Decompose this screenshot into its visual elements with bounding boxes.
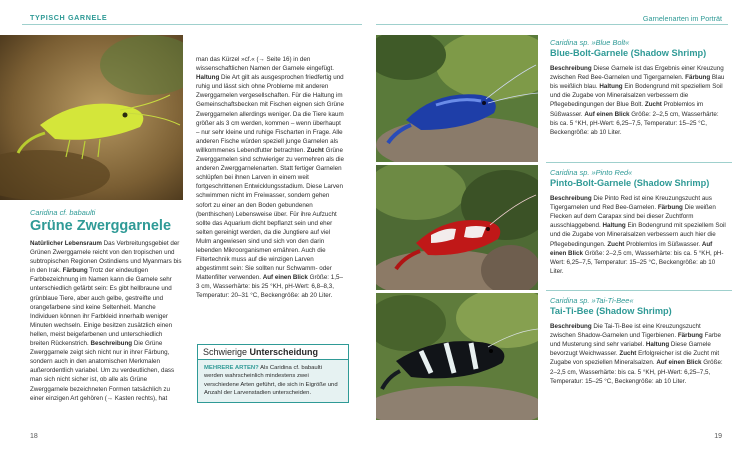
- info-box-body: [198, 360, 348, 402]
- latin-name: Caridina sp. »Blue Bolt«: [550, 38, 630, 47]
- info-box-text: Als Caridina cf. babaulti werden wahrscheinlich mindestens zwei verschiedene Arten geführt, die sich in Eigröße und Anzahl der Larvenstadien unterscheiden.: [204, 365, 338, 397]
- text: Problemlos im Süßwasser.: [550, 101, 704, 118]
- text-faerbung: Trotz der eindeutigen Farbbezeichnung im Namen kann die Garnele sehr unterschiedlich gefärbt sein: Es gibt hellbraune und grünblaue Tiere, aber auch gelbe, gestreifte und orangefarbene sind keine Seltenheit. Manche Individuen können ihr Farbkleid innerhalb weniger Minuten wechseln. Einige besitzen zusätzlich einen hellen, meist beigefarbenen und unterschiedlich breiten Rückenstrich.: [30, 267, 173, 348]
- photo-green-shrimp: [0, 35, 183, 200]
- label: Zucht: [619, 350, 637, 358]
- label: Beschreibung: [550, 195, 592, 203]
- species-body: [550, 194, 728, 276]
- page-number-left: 18: [30, 433, 38, 440]
- latin-name: Caridina cf. babaulti: [30, 208, 96, 217]
- label: Färbung: [677, 332, 703, 340]
- divider: [546, 290, 732, 291]
- text-auf-einen-blick: Größe: 1,5–3 cm, Wasserhärte: bis 25 °KH, pH-Wert: 6,8–8,3, Temperatur: 20–31 °C, Beckengröße: ab 20 Liter.: [196, 274, 343, 300]
- text: Erfolgreicher ist die Zucht mit Zugabe von speziellen Mineralsalzen.: [550, 350, 720, 367]
- species-pinto-red: [550, 168, 728, 276]
- latin-name: Caridina sp. »Pinto Red«: [550, 168, 633, 177]
- label: Auf einen Blick: [584, 110, 630, 118]
- species-title: Grüne Zwerggarnele: [30, 218, 172, 234]
- text: Diese Garnele bevorzugt Weichwasser.: [550, 341, 711, 358]
- species-title: Tai-Ti-Bee (Shadow Shrimp): [550, 306, 672, 316]
- label: Zucht: [607, 240, 625, 248]
- text: Ein Bodengrund mit speziellem Soil und die Zugabe von Mineralsalzen verbessern die Pflegebedingungen der Blue Bolt.: [550, 83, 723, 109]
- label-zucht: Zucht: [306, 146, 324, 154]
- text: Die weißen Flecken auf dem Carapax sind bei dieser Zuchtform ausschlaggebend.: [550, 204, 716, 230]
- label: Färbung: [657, 204, 683, 212]
- info-box-kicker: MEHRERE ARTEN?: [204, 365, 259, 371]
- label-faerbung: Färbung: [62, 267, 88, 275]
- middle-column-text: [196, 55, 346, 301]
- species-heading-green: [30, 208, 180, 235]
- label: Zucht: [644, 101, 662, 109]
- text: Problemlos im Süßwasser.: [624, 240, 702, 248]
- latin-name: Caridina sp. »Tai-Ti-Bee«: [550, 296, 634, 305]
- text: Die Tai-Ti-Bee ist eine Kreuzungszucht zwischen Shadow-Garnelen und Tigerbienen.: [550, 323, 701, 340]
- species-body: [550, 64, 728, 137]
- header-rule-left: [22, 24, 362, 25]
- info-box-title-bold: Unterscheidung: [249, 347, 319, 357]
- text: Größe: 2–2,5 cm, Wasserhärte: bis ca. 5 °KH, pH-Wert: 6,25–7,5, Temperatur: 15–25 °C, Beckengröße: ab 10 Liter.: [550, 359, 723, 385]
- label: Beschreibung: [550, 65, 592, 73]
- photo-pinto-red: [376, 165, 538, 290]
- running-head-left: TYPISCH GARNELE: [30, 13, 108, 22]
- species-blue-bolt: [550, 38, 728, 137]
- left-column-text: [30, 239, 182, 403]
- label: Färbung: [685, 74, 711, 82]
- text: Größe: 2–2,5 cm, Wasserhärte: bis ca. 5 °KH, pH-Wert: 6,25–7,5, Temperatur: 15–25 °C, Beckengröße: ab 10 Liter.: [550, 249, 724, 275]
- label: Haltung: [602, 222, 626, 230]
- species-title: Pinto-Bolt-Garnele (Shadow Shrimp): [550, 178, 710, 188]
- text-intro: man das Kürzel »cf.« (→ Seite 16) in den wissenschaftlichen Namen der Garnele eingefügt.: [196, 56, 334, 73]
- label-beschreibung: Beschreibung: [90, 340, 133, 348]
- info-box-title: [198, 345, 348, 360]
- species-title: Blue-Bolt-Garnele (Shadow Shrimp): [550, 48, 707, 58]
- photo-tai-ti-bee: [376, 293, 538, 420]
- text: Blau bis weißlich blau.: [550, 74, 725, 91]
- text: Farbe und Musterung sind sehr variabel.: [550, 332, 721, 349]
- label: Auf einen Blick: [550, 240, 713, 257]
- label: Auf einen Blick: [656, 359, 702, 367]
- photo-blue-bolt: [376, 35, 538, 162]
- text: Diese Garnele ist das Ergebnis einer Kreuzung zwischen Red Bee-Garnelen und Tigergarnelen.: [550, 65, 724, 82]
- page-number-right: 19: [714, 433, 722, 440]
- running-head-right: Garnelenarten im Porträt: [642, 14, 722, 23]
- text: Größe: 2–2,5 cm, Wasserhärte: bis ca. 5 °KH, pH-Wert: 6,25–7,5, Temperatur: 15–25 °C, Beckengröße: ab 10 Liter.: [550, 110, 719, 136]
- label: Beschreibung: [550, 323, 592, 331]
- header-rule-right: [376, 24, 728, 25]
- info-box: [197, 344, 349, 403]
- text-beschreibung: Die Grüne Zwerggarnele zeigt sich nicht nur in ihrer Färbung, sondern auch in den anatomischen Merkmalen außerordentlich variabel. Um zu verdeutlichen, dass man sich nicht sicher ist, ob alle als Grüne Zwerggarnele bezeichneten Formen tatsächlich zu einer einzigen Art gehören (→ Kasten rechts), hat: [30, 340, 175, 402]
- species-body: [550, 322, 728, 386]
- label-auf-einen-blick: Auf einen Blick: [262, 274, 308, 282]
- text: Ein Bodengrund mit speziellem Soil und die Zugabe von Mineralsalzen verbessern auch hier die Pflegebedingungen.: [550, 222, 726, 248]
- text-lebensraum: Das Verbreitungsgebiet der Grünen Zwerggarnele reicht von den tropischen und subtropischen Regionen Ostindiens und Myanmars bis in den Irak.: [30, 240, 182, 275]
- divider: [546, 162, 732, 163]
- text-haltung: Die Art gilt als ausgesprochen friedfertig und ruhig und lässt sich ohne Probleme mit anderen Zwerggarnelen vergesellschaften. Für die Haltung im Gemeinschaftsbecken mit Fischen eignen sich Grüne Zwerggarnelen allerdings weniger. Da die Tiere kaum größer als 3 cm werden, kommen – wenn überhaupt – nur sehr kleine und ruhige Fischarten in Frage. Alle anderen Fische würden speziell junge Garnelen als willkommenes Lebendfutter betrachten.: [196, 74, 344, 154]
- label: Haltung: [645, 341, 670, 349]
- text-zucht: Grüne Zwerggarnelen sind schwieriger zu vermehren als die anderen Zwerggarnelenarten. Statt fertiger Garnelen schlüpfen bei ihnen Larven in einem weit fortgeschrittenen Entwicklungsstadium. Diese Larven schwimmen nicht im Freiwasser, sondern gehen sofort zu einer an den Boden gebundenen (benthischen) Lebensweise über. Für ihre Aufzucht sollte das Aquarium dicht bepflanzt sein und eher selten gereinigt werden, da die Jungtiere auf viel Mulm angewiesen sind und sich von den darin lebenden Mikroorganismen ernähren. Auch die Filtertechnik muss auf die winzigen Larven abgestimmt sein: Sie sollten nur Schwamm- oder Mattenfilter verwenden.: [196, 146, 344, 282]
- info-box-title-plain: Schwierige: [203, 347, 250, 357]
- text: Die Pinto Red ist eine Kreuzungszucht aus Tigergarnelen und Red Bee-Garnelen.: [550, 195, 712, 212]
- label: Haltung: [599, 83, 623, 91]
- label-haltung: Haltung: [196, 74, 220, 82]
- species-tai-ti-bee: [550, 296, 728, 386]
- label-lebensraum: Natürlicher Lebensraum: [30, 240, 102, 247]
